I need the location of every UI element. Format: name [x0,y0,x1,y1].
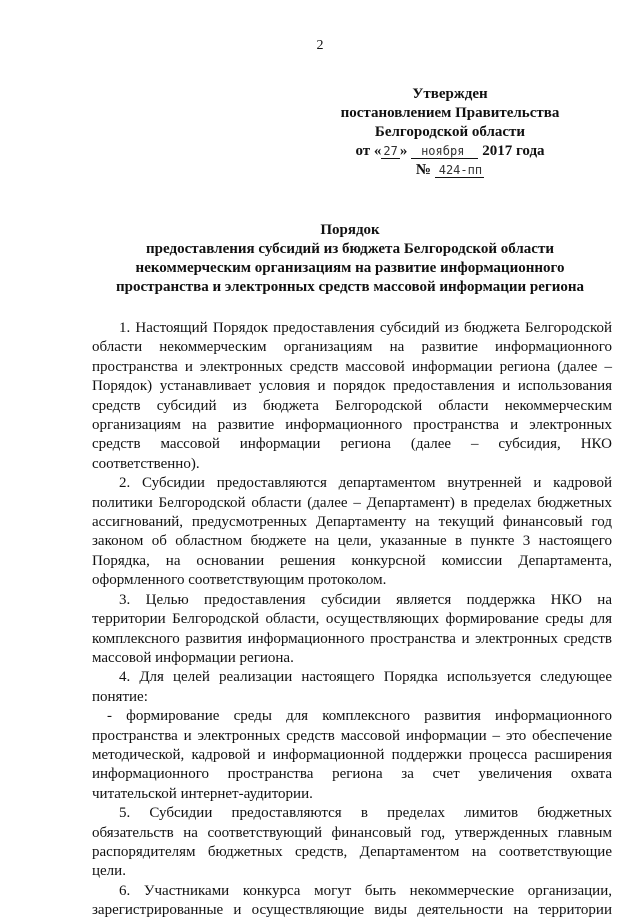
text-line: оформленного соответствующим протоколом. [92,572,387,589]
text-line: 2. Субсидии предоставляются департаментом внутренней и кадровой [119,475,612,492]
paragraph-4 [92,668,612,707]
text-line: цели. [92,863,126,880]
text-line: средств массовой информации региона (далее – субсидия, НКО [92,436,612,453]
text-line: Порядок) устанавливает условия и порядок предоставления и использования [92,378,612,395]
text-line: соответственно). [92,455,200,472]
text-line: комплексного развития информационного пространства и электронных средств [92,630,612,647]
text-line: пространства и электронных средств массовой информации – это обеспечение [92,727,612,744]
date-month: ноября [411,144,478,159]
text-line: 1. Настоящий Порядок предоставления субсидий из бюджета Белгородской [119,320,612,336]
paragraph-1 [92,319,612,474]
text-line: пространства и электронных средств массовой информации региона (далее – [92,358,612,375]
page-number: 2 [316,38,324,53]
approval-line-3: Белгородской области [374,124,526,140]
title-line-4: пространства и электронных средств массовой информации региона [115,279,585,295]
date-mid: » [399,143,408,159]
text-line: 5. Субсидии предоставляются в пределах лимитов бюджетных [119,805,612,822]
text-line: 4. Для целей реализации настоящего Порядка используется следующее [119,669,612,686]
number-value: 424-пп [435,163,484,178]
date-prefix: от « [355,143,382,159]
date-day: 27 [383,144,398,158]
text-line: обязательств на соответствующий финансовый год, утвержденных главным [92,824,612,841]
text-line: - формирование среды для комплексного развития информационного [107,708,612,725]
text-line: средств субсидий из бюджета Белгородской области некоммерческим [92,397,612,414]
paragraph-4-definition [92,707,612,804]
text-line: территории Белгородской области, осуществляющих формирование среды для [92,611,612,628]
date-year: 2017 года [482,143,545,159]
document-title [60,221,640,297]
approval-line-1: Утвержден [412,86,488,102]
approval-date-line [300,142,600,161]
text-line: понятие: [92,688,148,705]
paragraph-2 [92,474,612,590]
title-line-3: некоммерческим организациям на развитие информационного [135,260,565,276]
text-line: политики Белгородской области (далее – Департамент) в пределах бюджетных [92,494,612,511]
approval-block [300,85,600,180]
title-line-2: предоставления субсидий из бюджета Белгородской области [146,241,554,257]
text-line: ассигнований, предусмотренных Департаменту на текущий финансовый год [92,514,612,531]
paragraph-5 [92,804,612,882]
text-line: распорядителям бюджетных средств, Департаментом на соответствующие [92,843,612,860]
text-line: информационного пространства региона за счет увеличения охвата [92,766,612,783]
text-line: 6. Участниками конкурса могут быть некоммерческие организации, [119,882,612,899]
text-line: зарегистрированные и осуществляющие виды деятельности на территории [92,902,612,919]
text-line: массовой информации региона. [92,649,294,666]
text-line: области некоммерческим организациям на развитие информационного [92,339,612,356]
number-prefix: № [415,162,431,178]
title-line-1: Порядок [320,222,380,238]
approval-line-2: постановлением Правительства [340,105,560,121]
text-line: Порядка, на основании решения конкурсной комиссии Департамента, [92,552,612,569]
text-line: организациям на развитие информационного пространства и электронных [92,417,612,434]
text-line: читательской интернет-аудитории. [92,785,313,802]
paragraph-3 [92,591,612,669]
paragraph-6 [92,882,612,921]
text-line: методической, кадровой и информационной поддержки процесса расширения [92,746,612,763]
text-line: 3. Целью предоставления субсидии является поддержка НКО на [119,591,612,608]
text-line: законом об областном бюджете на цели, указанные в пункте 3 настоящего [92,533,612,550]
approval-number-line [300,161,600,180]
document-body [92,319,612,921]
